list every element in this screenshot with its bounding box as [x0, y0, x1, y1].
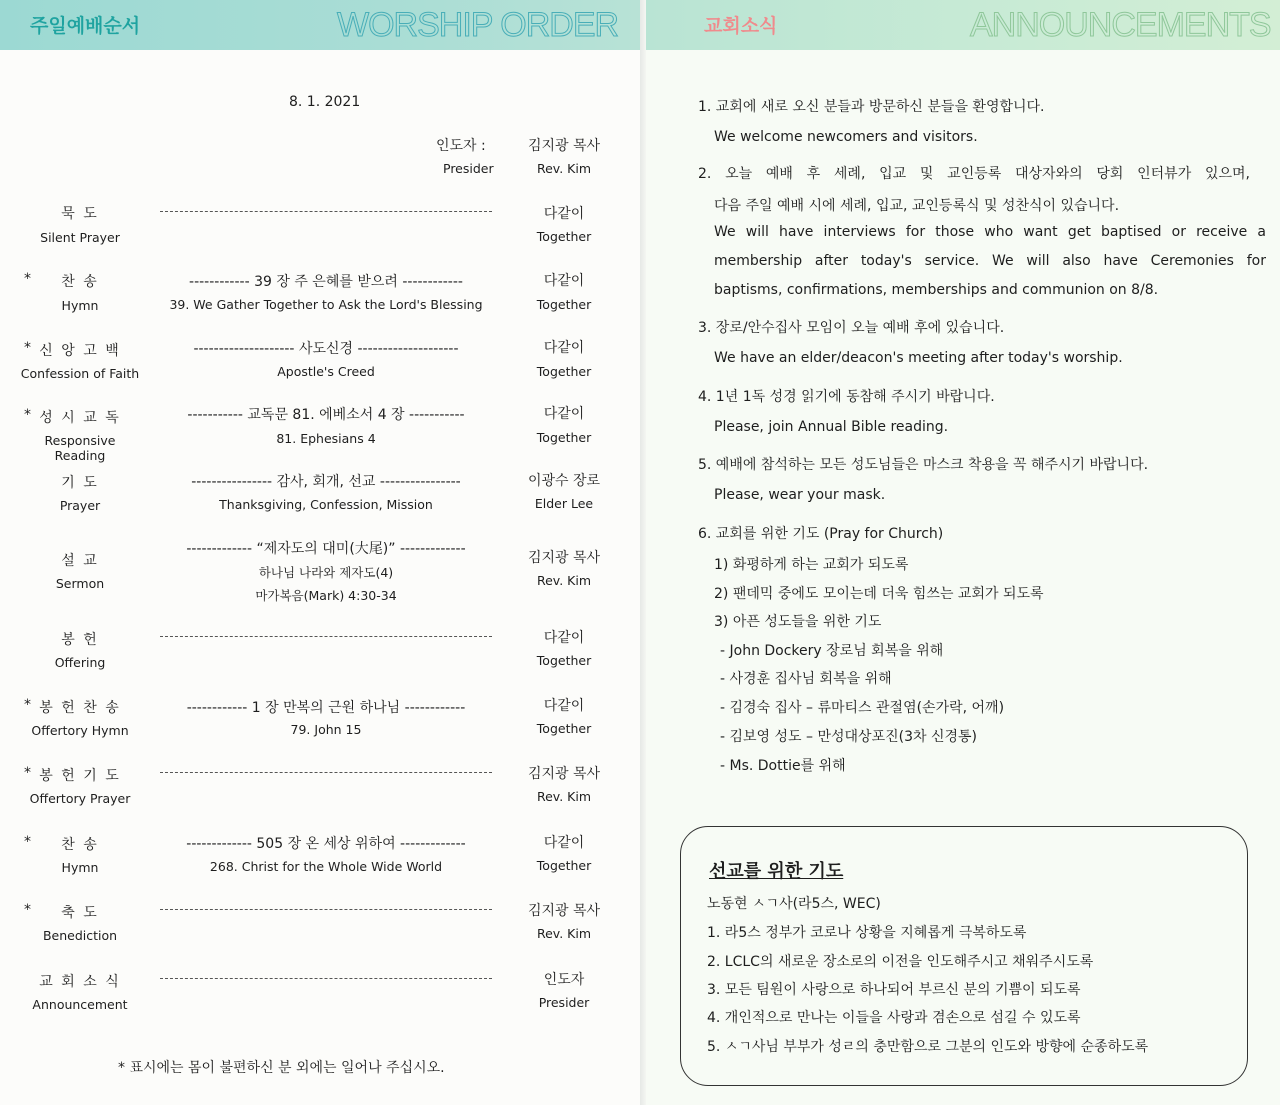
order-name-en: Offertory Prayer — [29, 791, 131, 806]
order-leader-ko: 김지광 목사 — [527, 766, 601, 782]
announcement-2-ko-line2: 다음 주일 예배 시에 세례, 입교, 교인등록식 및 성찬식이 있습니다. — [714, 198, 1120, 214]
standing-mark: * — [24, 834, 31, 850]
order-leader-en: Together — [536, 364, 592, 379]
announcement-2-en-line3: baptisms, confirmations, memberships and communion on 8/8. — [714, 282, 1159, 298]
order-name-en: Sermon — [55, 576, 105, 591]
order-name-ko: 봉 헌 — [61, 632, 99, 648]
order-name-ko: 성 시 교 독 — [39, 410, 121, 426]
order-leader-ko: 다같이 — [543, 698, 585, 714]
order-name-ko: 찬 송 — [61, 837, 99, 853]
announcement-3-ko: 3. 장로/안수집사 모임이 오늘 예배 후에 있습니다. — [698, 320, 1005, 336]
presider-label-ko: 인도자 : — [436, 138, 486, 154]
order-leader-ko: 다같이 — [543, 406, 585, 422]
order-leader-ko: 다같이 — [543, 206, 585, 222]
order-name-en: Announcement — [32, 997, 128, 1012]
prayer-item: 3) 아픈 성도들을 위한 기도 — [714, 614, 882, 630]
order-leader-en: Together — [536, 858, 592, 873]
order-leader-en: Rev. Kim — [536, 573, 592, 588]
header-title-en: WORSHIP ORDER — [337, 6, 619, 44]
announcement-3-en: We have an elder/deacon's meeting after today's worship. — [714, 350, 1123, 366]
order-leader-ko: 다같이 — [543, 630, 585, 646]
order-leader-en: Together — [536, 297, 592, 312]
presider-name-ko: 김지광 목사 — [527, 138, 601, 154]
order-name-en: Confession of Faith — [20, 366, 140, 381]
order-name-en: Offering — [54, 655, 106, 670]
prayer-subitem: - 김경숙 집사 – 류마티스 관절염(손가락, 어깨) — [720, 700, 1005, 716]
standing-mark: * — [24, 902, 31, 918]
prayer-subitem: - 김보영 성도 – 만성대상포진(3차 신경통) — [720, 729, 977, 745]
order-name-ko: 기 도 — [61, 475, 99, 491]
order-name-en: Benediction — [42, 928, 118, 943]
order-name-en: Offertory Hymn — [31, 723, 129, 738]
mission-box-title: 선교를 위한 기도 — [709, 861, 844, 882]
order-detail-ko: ------------- 505 장 온 세상 위하여 ------------- — [186, 836, 466, 852]
order-detail-ko: ----------- 교독문 81. 에베소서 4 장 ----------- — [187, 407, 465, 423]
order-name-ko: 신 앙 고 백 — [39, 343, 121, 359]
service-date: 8. 1. 2021 — [289, 94, 361, 110]
mission-prayer-item: 5. ㅅㄱ사님 부부가 성ㄹ의 충만함으로 그분의 인도와 방향에 순종하도록 — [707, 1039, 1149, 1055]
prayer-subitem: - Ms. Dottie를 위해 — [720, 758, 846, 774]
dotted-leader — [160, 978, 492, 979]
announcement-1-en: We welcome newcomers and visitors. — [714, 129, 978, 145]
order-detail-en: 81. Ephesians 4 — [276, 431, 376, 446]
announcements-page — [646, 0, 1280, 1105]
prayer-subitem: - 사경훈 집사님 회복을 위해 — [720, 671, 892, 687]
prayer-item: 1) 화평하게 하는 교회가 되도록 — [714, 557, 909, 573]
order-leader-ko: 김지광 목사 — [527, 550, 601, 566]
order-detail-ko: ------------ 39 장 주 은혜를 받으려 ------------ — [189, 274, 463, 290]
standing-mark: * — [24, 340, 31, 356]
order-leader-en: Together — [536, 229, 592, 244]
announcements-header — [646, 0, 1280, 50]
mission-prayer-box — [680, 826, 1248, 1086]
order-leader-en: Rev. Kim — [536, 789, 592, 804]
announcement-4-ko: 4. 1년 1독 성경 읽기에 동참해 주시기 바랍니다. — [698, 389, 995, 405]
order-name-en: Hymn — [61, 298, 99, 313]
announcement-2-en-line2: membership after today's service. We will also have Ceremonies for — [714, 253, 1266, 269]
order-name-ko: 설 교 — [61, 553, 99, 569]
mission-prayer-item: 1. 라5스 정부가 코로나 상황을 지혜롭게 극복하도록 — [707, 925, 1027, 941]
prayer-subitem: - John Dockery 장로님 회복을 위해 — [720, 643, 944, 659]
header-title-ko: 주일예배순서 — [30, 15, 141, 37]
order-name-ko: 묵 도 — [61, 206, 99, 222]
dotted-leader — [160, 909, 492, 910]
order-detail-en: 268. Christ for the Whole Wide World — [209, 859, 443, 874]
order-name-ko: 봉 헌 기 도 — [39, 768, 121, 784]
announcement-2-ko-line1: 2. 오늘 예배 후 세례, 입교 및 교인등록 대상자와의 당회 인터뷰가 있으며, — [698, 166, 1250, 182]
order-leader-en: Presider — [538, 995, 590, 1010]
order-leader-en: Together — [536, 430, 592, 445]
mission-box-subtitle: 노동현 ㅅㄱ사(라5스, WEC) — [707, 896, 881, 912]
standing-mark: * — [24, 271, 31, 287]
order-detail-en: 39. We Gather Together to Ask the Lord's Blessing — [169, 297, 483, 312]
order-leader-en: Rev. Kim — [536, 926, 592, 941]
worship-order-header — [0, 0, 640, 50]
presider-label-en: Presider — [443, 161, 494, 176]
sermon-subtitle: 하나님 나라와 제자도(4) — [258, 565, 394, 580]
sermon-title: ------------- “제자도의 대미(大尾)” ------------- — [186, 541, 466, 557]
mission-prayer-item: 2. LCLC의 새로운 장소로의 이전을 인도해주시고 채워주시도록 — [707, 954, 1094, 970]
order-detail-en: 79. John 15 — [290, 722, 362, 737]
announcement-2-en-line1: We will have interviews for those who want get baptised or receive a — [714, 224, 1266, 240]
dotted-leader — [160, 772, 492, 773]
order-leader-en: Together — [536, 721, 592, 736]
order-leader-en: Together — [536, 653, 592, 668]
header-title-en: ANNOUNCEMENTS — [970, 6, 1271, 44]
order-name-en: Hymn — [61, 860, 99, 875]
sermon-scripture: 마가복음(Mark) 4:30-34 — [255, 588, 397, 603]
order-name-ko: 봉 헌 찬 송 — [39, 700, 121, 716]
dotted-leader — [160, 211, 492, 212]
order-name-ko: 축 도 — [61, 905, 99, 921]
announcement-6-title: 6. 교회를 위한 기도 (Pray for Church) — [698, 526, 944, 542]
order-detail-ko: -------------------- 사도신경 -------------------- — [193, 341, 459, 357]
prayer-item: 2) 팬데믹 중에도 모이는데 더욱 힘쓰는 교회가 되도록 — [714, 586, 1044, 602]
standing-mark: * — [24, 697, 31, 713]
order-leader-ko: 다같이 — [543, 835, 585, 851]
order-name-ko: 찬 송 — [61, 274, 99, 290]
order-detail-en: Thanksgiving, Confession, Mission — [219, 497, 433, 512]
order-detail-ko: ------------ 1 장 만복의 근원 하나님 ------------ — [186, 700, 466, 716]
presider-name-en: Rev. Kim — [536, 161, 592, 176]
order-leader-ko: 다같이 — [543, 340, 585, 356]
order-name-en: Silent Prayer — [40, 230, 120, 245]
announcement-5-en: Please, wear your mask. — [714, 487, 886, 503]
order-leader-ko: 다같이 — [543, 273, 585, 289]
dotted-leader — [160, 636, 492, 637]
announcement-1-ko: 1. 교회에 새로 오신 분들과 방문하신 분들을 환영합니다. — [698, 99, 1045, 115]
mission-prayer-item: 3. 모든 팀원이 사랑으로 하나되어 부르신 분의 기쁨이 되도록 — [707, 982, 1081, 998]
order-detail-en: Apostle's Creed — [277, 364, 375, 379]
order-name-ko: 교 회 소 식 — [39, 974, 121, 990]
order-detail-ko: ---------------- 감사, 회개, 선교 ---------------- — [191, 474, 461, 490]
order-leader-ko: 인도자 — [543, 972, 585, 988]
order-leader-en: Elder Lee — [534, 496, 594, 511]
order-leader-ko: 김지광 목사 — [527, 903, 601, 919]
announcement-4-en: Please, join Annual Bible reading. — [714, 419, 949, 435]
header-title-ko: 교회소식 — [704, 15, 778, 37]
mission-prayer-item: 4. 개인적으로 만나는 이들을 사랑과 겸손으로 섬길 수 있도록 — [707, 1010, 1081, 1026]
standing-mark: * — [24, 765, 31, 781]
standing-mark: * — [24, 407, 31, 423]
order-leader-ko: 이광수 장로 — [527, 473, 601, 489]
standing-footnote: * 표시에는 몸이 불편하신 분 외에는 일어나 주십시오. — [118, 1060, 445, 1076]
order-name-en: Prayer — [59, 498, 101, 513]
announcement-5-ko: 5. 예배에 참석하는 모든 성도님들은 마스크 착용을 꼭 해주시기 바랍니다. — [698, 457, 1149, 473]
order-name-en: Responsive Reading — [44, 433, 116, 463]
